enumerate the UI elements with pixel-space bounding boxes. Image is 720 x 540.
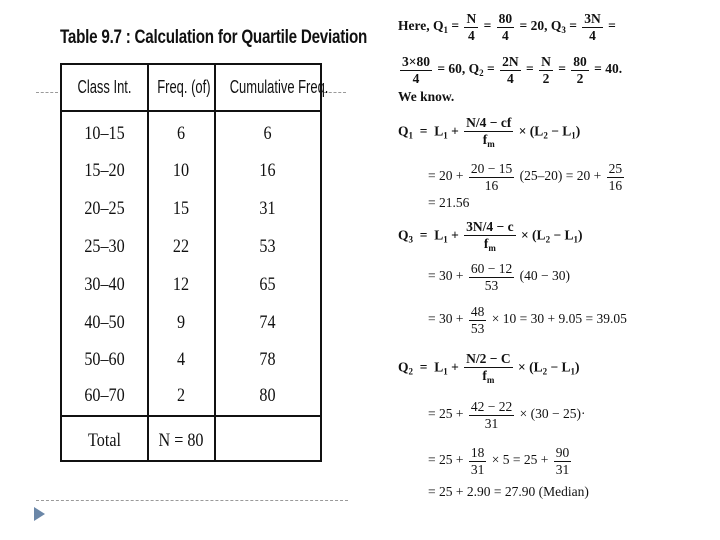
table-cell: 2 — [176, 385, 186, 406]
quartile-definitions-line2: $\frac{3\times 80}{4}$ = 60, $Q_2$ = $\frac{2N}{4}$ = $\frac{N}{2}$ = $\frac{80}{2}$ = 40. — [402, 54, 623, 86]
table-cell: 25–30 — [84, 236, 125, 257]
table-cell: 9 — [176, 312, 186, 333]
table-cell: 20–25 — [84, 198, 125, 219]
table-cell: 78 — [259, 349, 276, 370]
q2-step1: = 25 + $\frac{42 - 22}{31}$ × (30 − 25)· — [428, 399, 586, 431]
table-cell: 53 — [259, 236, 276, 257]
table-cell: 6 — [176, 123, 186, 144]
quartile-table — [60, 63, 329, 462]
q3-formula: $Q_3 = L_1$ + $\frac{3N/4 - c}{f_m}$ × $(L_2 - L_1)$ — [398, 219, 583, 253]
table-cell: 12 — [172, 274, 190, 295]
table-cell: 65 — [259, 274, 276, 295]
table-cell: 15–20 — [84, 160, 125, 181]
header-freq: Freq. (of) — [157, 77, 211, 97]
q1-result: = 21.56 — [428, 195, 470, 210]
q2-result: = 25 + 2.90 = 27.90 (Median) — [428, 484, 589, 499]
table-cell: 10–15 — [84, 123, 125, 144]
table-title: Table 9.7 : Calculation for Quartile Deviation — [60, 27, 368, 48]
table-cell: 60–70 — [84, 385, 125, 406]
table-cell: 22 — [172, 236, 190, 257]
q2-step2: = 25 + $\frac{18}{31}$ × 5 = 25 + $\frac{90}{31}$ — [428, 445, 570, 477]
q3-step1: = 30 + $\frac{60 - 12}{53}$ (40 − 30) — [428, 261, 570, 293]
table-cell: 31 — [259, 198, 276, 219]
table-cell: 15 — [172, 198, 190, 219]
play-icon[interactable] — [34, 507, 45, 521]
header-cum-freq: Cumulative Freq. — [229, 77, 329, 97]
q3-step2: = 30 + $\frac{48}{53}$ × 10 = 30 + 9.05 = 39.05 — [428, 304, 627, 336]
table-cell: 4 — [176, 349, 186, 370]
quartile-definitions-line1: Here, $Q_1$ = $\frac{N}{4}$ = $\frac{80}{4}$ = 20, $Q_3$ = $\frac{3N}{4}$ = — [398, 11, 616, 43]
table-cell: 74 — [259, 312, 276, 333]
header-class-int: Class Int. — [77, 77, 132, 97]
table-cell: 80 — [259, 385, 276, 406]
q1-formula: $Q_1 = L_1$ + $\frac{N/4 - cf}{f_m}$ × $(L_2 - L_1)$ — [398, 115, 581, 149]
table-cell: 6 — [263, 123, 272, 144]
divider-top-left — [36, 92, 58, 93]
q2-formula: $Q_2 = L_1$ + $\frac{N/2 - C}{f_m}$ × $(L_2 - L_1)$ — [398, 351, 580, 385]
table-cell: 16 — [259, 160, 276, 181]
table-cell: 10 — [172, 160, 190, 181]
total-label: Total — [88, 430, 121, 451]
total-value: N = 80 — [158, 430, 204, 451]
table-cell: 40–50 — [84, 312, 125, 333]
we-know-text: We know. — [398, 89, 455, 104]
table-cell: 50–60 — [84, 349, 125, 370]
q1-step1: = 20 + $\frac{20 - 15}{16}$ (25–20) = 20 + $\frac{25}{16}$ — [428, 161, 623, 193]
divider-bottom — [36, 500, 348, 501]
table-cell: 30–40 — [84, 274, 125, 295]
